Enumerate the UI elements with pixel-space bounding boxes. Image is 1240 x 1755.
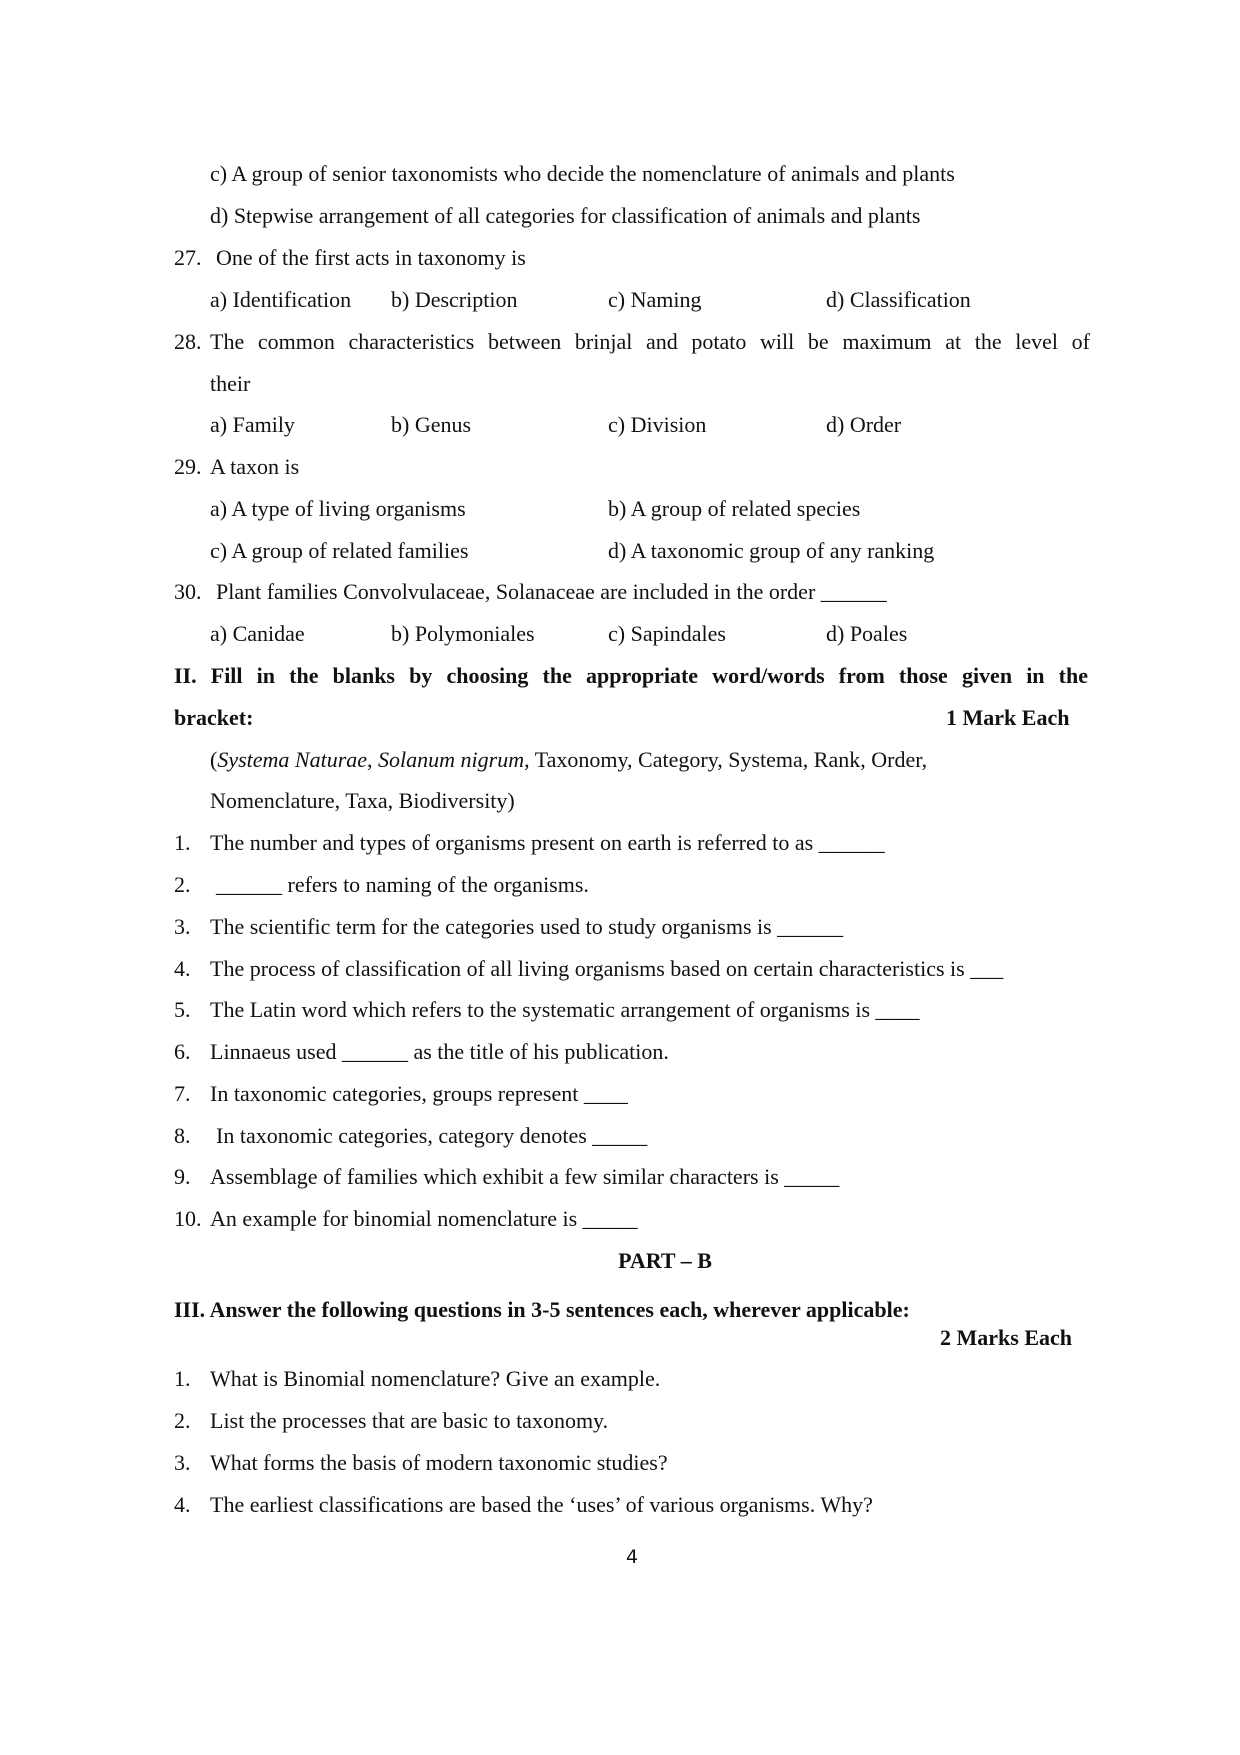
q29-number: 29. <box>174 454 202 479</box>
fill-item-5-text: The Latin word which refers to the systematic arrangement of organisms is ____ <box>210 997 920 1022</box>
q30-option-b: b) Polymoniales <box>391 621 535 646</box>
q28-option-d: d) Order <box>826 412 902 437</box>
q30-text: Plant families Convolvulaceae, Solanaceae are included in the order ______ <box>216 579 887 604</box>
fill-item-7-text: In taxonomic categories, groups represent ____ <box>210 1081 628 1106</box>
q27-number: 27. <box>174 245 202 270</box>
short-answer-4-text: The earliest classifications are based the ‘uses’ of various organisms. Why? <box>210 1492 873 1517</box>
short-answer-1-text: What is Binomial nomenclature? Give an example. <box>210 1366 661 1391</box>
q29-text: A taxon is <box>210 454 300 479</box>
fill-item-9-number: 9. <box>174 1164 191 1189</box>
q28-text-line1: The common characteristics between brinjal and potato will be maximum at the level of <box>210 329 1090 354</box>
short-answer-3-text: What forms the basis of modern taxonomic studies? <box>210 1450 668 1475</box>
fill-item-10-text: An example for binomial nomenclature is _____ <box>210 1206 638 1231</box>
q30-option-c: c) Sapindales <box>608 621 726 646</box>
q27-option-c: c) Naming <box>608 287 702 312</box>
fill-item-8-text: In taxonomic categories, category denotes _____ <box>216 1123 648 1148</box>
fill-item-6-text: Linnaeus used ______ as the title of his publication. <box>210 1039 669 1064</box>
short-answer-3-number: 3. <box>174 1450 191 1475</box>
section2-heading-line2: bracket: <box>174 705 254 730</box>
fill-item-9-text: Assemblage of families which exhibit a few similar characters is _____ <box>210 1164 840 1189</box>
word-bank-systema-naturae: Systema Naturae <box>217 747 368 772</box>
word-bank-line1 <box>210 747 927 773</box>
fill-item-5-number: 5. <box>174 997 191 1022</box>
section2-marks: 1 Mark Each <box>946 705 1070 730</box>
page-number: 4 <box>626 1546 639 1568</box>
short-answer-1-number: 1. <box>174 1366 191 1391</box>
q28-option-b: b) Genus <box>391 412 472 437</box>
fill-item-3-text: The scientific term for the categories used to study organisms is ______ <box>210 914 844 939</box>
q30-number: 30. <box>174 579 202 604</box>
q28-text-line2: their <box>210 371 251 396</box>
fill-item-2-number: 2. <box>174 872 191 897</box>
word-bank-open: ( <box>210 747 218 772</box>
fill-item-2-text: ______ refers to naming of the organisms. <box>216 872 589 897</box>
q28-option-c: c) Division <box>608 412 707 437</box>
part-b-title: PART – B <box>618 1248 712 1273</box>
q29-option-c: c) A group of related families <box>210 538 469 563</box>
short-answer-2-number: 2. <box>174 1408 191 1433</box>
short-answer-4-number: 4. <box>174 1492 191 1517</box>
q29-option-b: b) A group of related species <box>608 496 861 521</box>
word-bank-solanum-nigrum: Solanum nigrum <box>378 747 525 772</box>
section2-heading-line1: II. Fill in the blanks by choosing the appropriate word/words from those given in the <box>174 663 1088 688</box>
q27-option-b: b) Description <box>391 287 518 312</box>
word-bank-rest: , Taxonomy, Category, Systema, Rank, Order, <box>524 747 928 772</box>
q26-option-c: c) A group of senior taxonomists who decide the nomenclature of animals and plants <box>210 161 955 186</box>
fill-item-10-number: 10. <box>174 1206 202 1231</box>
fill-item-3-number: 3. <box>174 914 191 939</box>
q26-option-d: d) Stepwise arrangement of all categories for classification of animals and plants <box>210 203 921 228</box>
q27-option-d: d) Classification <box>826 287 971 312</box>
short-answer-2-text: List the processes that are basic to taxonomy. <box>210 1408 609 1433</box>
fill-item-4-number: 4. <box>174 956 191 981</box>
section3-marks: 2 Marks Each <box>940 1325 1072 1350</box>
q27-option-a: a) Identification <box>210 287 352 312</box>
word-bank-line2: Nomenclature, Taxa, Biodiversity) <box>210 788 515 813</box>
fill-item-1-number: 1. <box>174 830 191 855</box>
q27-text: One of the first acts in taxonomy is <box>216 245 526 270</box>
q28-number: 28. <box>174 329 202 354</box>
q30-option-a: a) Canidae <box>210 621 305 646</box>
fill-item-1-text: The number and types of organisms present on earth is referred to as ______ <box>210 830 885 855</box>
word-bank-separator: , <box>367 747 379 772</box>
fill-item-4-text: The process of classification of all living organisms based on certain characteristics is ___ <box>210 956 1004 981</box>
q28-option-a: a) Family <box>210 412 295 437</box>
q29-option-d: d) A taxonomic group of any ranking <box>608 538 935 563</box>
q29-option-a: a) A type of living organisms <box>210 496 466 521</box>
fill-item-6-number: 6. <box>174 1039 191 1064</box>
fill-item-8-number: 8. <box>174 1123 191 1148</box>
q30-option-d: d) Poales <box>826 621 908 646</box>
section3-heading: III. Answer the following questions in 3-5 sentences each, wherever applicable: <box>174 1297 910 1322</box>
fill-item-7-number: 7. <box>174 1081 191 1106</box>
